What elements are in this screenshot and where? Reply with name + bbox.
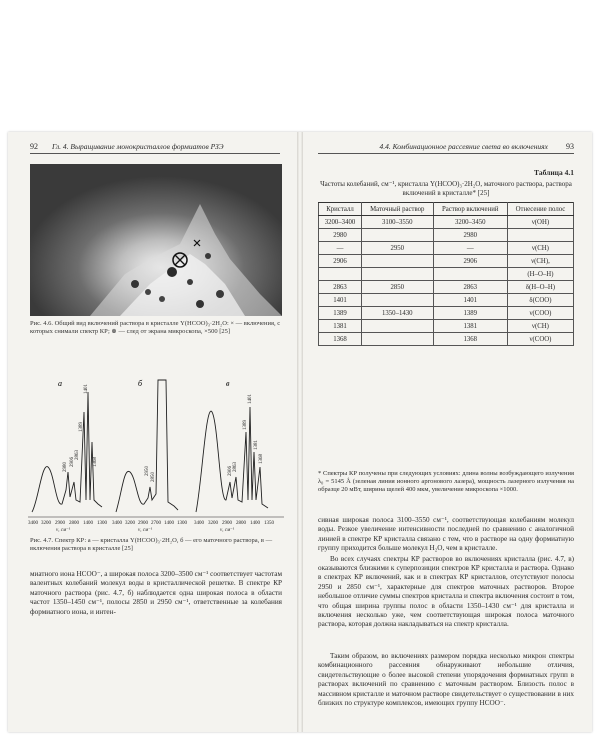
table-row [319, 307, 574, 320]
table-cell: 1368 [433, 333, 507, 346]
paragraph: миатного иона HCOO⁻, а широкая полоса 3200–3500 см⁻¹ соответствует частотам валентных колебаний молекул воды в кристаллической решетке. В спектре КР маточного раствора (рис. 4.7, б) наблюдается одна широкая полоса в области частот 1350–1450 см⁻¹, полосы 2850 и 2950 см⁻¹, ответственные за колебания формиатного иона, и интен- [30, 570, 282, 616]
right-body-text-2 [318, 652, 574, 709]
table-cell: ν(COO) [507, 307, 573, 320]
panel-label-b: б [138, 379, 143, 388]
column-header: Отнесение полос [507, 203, 573, 216]
table-cell [507, 229, 573, 242]
left-body-text [30, 570, 282, 618]
table-row [319, 281, 574, 294]
peak-label: 1401 [84, 384, 89, 394]
tick-label: 1400 [164, 521, 174, 526]
table-cell: 1381 [433, 320, 507, 333]
table-row [319, 229, 574, 242]
table-footnote: * Спектры КР получены при следующих условиях: длина волны возбуждающего излучения λ₀ = 5145 Å (зеленая линия ионного аргонового лазера), мощность лазерного излучения на образце 20 мВт, ширина щелей 400 мкм, увеличение микроскопа ×1000. [318, 470, 574, 493]
table-cell: 1389 [433, 307, 507, 320]
table-cell [361, 333, 433, 346]
table-cell: ν(CH) [507, 320, 573, 333]
tick-label: 1300 [97, 521, 107, 526]
table-row [319, 242, 574, 255]
peak-label: 1389 [243, 420, 248, 430]
tick-label: 2700 [151, 521, 161, 526]
column-header: Раствор включений [433, 203, 507, 216]
table-row [319, 294, 574, 307]
table-cell: 1381 [319, 320, 362, 333]
tick-label: 1400 [83, 521, 93, 526]
table-cell: 2906 [319, 255, 362, 268]
table-cell: — [319, 242, 362, 255]
left-running-head-text: Гл. 4. Выращивание монокристаллов формиатов РЗЭ [52, 142, 224, 151]
inclusions-micrograph [30, 164, 282, 316]
peak-label: 2980 [63, 462, 68, 472]
column-header: Маточный раствор [361, 203, 433, 216]
micrograph-drawing [30, 164, 282, 316]
right-page-number: 93 [566, 142, 574, 151]
table-cell: 2980 [319, 229, 362, 242]
table-row [319, 216, 574, 229]
right-body-text-1 [318, 516, 574, 631]
figure-4-7-spectra [28, 372, 284, 532]
peak-label: 1381 [254, 440, 259, 450]
table-cell: 2906 [433, 255, 507, 268]
table-header-row [319, 203, 574, 216]
axis-unit-c: ν, см⁻¹ [220, 528, 235, 532]
tick-label: 2800 [69, 521, 79, 526]
panel-label-a: а [58, 379, 62, 388]
tick-label: 3400 [194, 521, 204, 526]
table-cell: ν(CH) [507, 242, 573, 255]
table-cell: 1368 [319, 333, 362, 346]
table-cell: 2863 [433, 281, 507, 294]
table-cell: 2850 [361, 281, 433, 294]
peak-label: 2850 [151, 472, 156, 482]
table-caption: Частоты колебаний, см⁻¹, кристалла Y(HCOO)₃·2H₂O, маточного раствора, раствора включений в кристалле* [25] [320, 180, 572, 197]
peak-label: 2950 [145, 466, 150, 476]
table-cell [361, 320, 433, 333]
table-row [319, 320, 574, 333]
tick-label: 3200 [41, 521, 51, 526]
tick-label: 3400 [112, 521, 122, 526]
peak-label: 2906 [228, 466, 233, 476]
tick-label: 2800 [236, 521, 246, 526]
table-cell: ν(OH) [507, 216, 573, 229]
table-cell [361, 268, 433, 281]
peak-label: 1389 [79, 422, 84, 432]
paragraph: Таким образом, во включениях размером порядка несколько микрон спектры комбинационного рассеяния обнаруживают небольшие отличия, свидетельствующие о более высокой степени упорядочения формиатных групп в растворах включений по сравнению с маточным раствором. Близость полос в массивном кристалле и маточном растворе свидетельствует о существовании в них близких по структуре комплексов, имеющих группу HCOO⁻. [318, 652, 574, 708]
table-row [319, 333, 574, 346]
table-cell: 2980 [433, 229, 507, 242]
panel-b [116, 380, 178, 512]
table-cell: 3100–3550 [361, 216, 433, 229]
table-cell: 3200–3450 [433, 216, 507, 229]
right-running-head-text: 4.4. Комбинационное рассеяние света во включениях [379, 142, 548, 151]
table-cell: 2950 [361, 242, 433, 255]
panel-label-c: в [226, 379, 230, 388]
table-cell: 1401 [319, 294, 362, 307]
tick-label: 2900 [222, 521, 232, 526]
right-running-head [318, 142, 574, 154]
table-cell [361, 294, 433, 307]
tick-label: 2900 [55, 521, 65, 526]
panel-a [32, 392, 102, 512]
axis-unit-a: ν, см⁻¹ [56, 528, 71, 532]
table-row [319, 255, 574, 268]
book-spread [8, 132, 592, 732]
table-cell: ν(CH), [507, 255, 573, 268]
table-cell: 1350–1430 [361, 307, 433, 320]
table-cell [433, 268, 507, 281]
tick-label: 1400 [250, 521, 260, 526]
table-cell: δ(H–O–H) [507, 281, 573, 294]
table-row [319, 268, 574, 281]
peak-label: 2863 [233, 462, 238, 472]
paragraph: Во всех случаях спектры КР растворов во включениях кристалла (рис. 4.7, в) оказываются близкими к суперпозиции спектров КР кристалла и раствора. Однако в спектрах КР включений, как и в спектрах КР кристаллов, отсутствуют полосы 2950 и 2850 см⁻¹, характерные для спектров маточных растворов. Второе небольшое отличие суммы спектров кристалла и спектра включения состоит в том, что общая ширина группы полос в области 1350–1430 см⁻¹ для кристалла и включения несколько уже, чем соответствующая широкая полоса маточного раствора, которая должна накладываться на спектр кристалла. [318, 554, 574, 629]
table-cell [319, 268, 362, 281]
peak-label: 1368 [259, 454, 264, 464]
tick-label: 3400 [28, 521, 38, 526]
tick-label: 1350 [264, 521, 274, 526]
peak-label: 1368 [93, 457, 98, 467]
peak-label: 2863 [75, 450, 80, 460]
tick-label: 2900 [138, 521, 148, 526]
panel-c [196, 407, 268, 512]
table-cell: 2863 [319, 281, 362, 294]
figure-4-7-caption: Рис. 4.7. Спектр КР: а — кристалла Y(HCOO)₃·2H₂O, б — его маточного раствора, в — включения раствора в кристалле [25] [30, 537, 273, 552]
peak-label: 1401 [248, 394, 253, 404]
table-label: Таблица 4.1 [534, 168, 574, 177]
figure-4-6-caption: Рис. 4.6. Общий вид включений раствора в кристалле Y(HCOO)₃·2H₂O: × — включения, с которых снимали спектр КР; ⊗ — след от экрана микроскопа, ×500 [25] [30, 320, 281, 335]
table-cell: 1401 [433, 294, 507, 307]
right-page [302, 132, 592, 732]
tick-label: 1300 [177, 521, 187, 526]
axis-unit-b: ν, см⁻¹ [138, 528, 153, 532]
table-cell: 1389 [319, 307, 362, 320]
left-page [8, 132, 298, 732]
paragraph: сивная широкая полоса 3100–3550 см⁻¹, соответствующая колебаниям молекул воды. Резкое увеличение интенсивности последней по сравнению с аналогичной линией в спектре КР кристалла связано с тем, что в растворе на одну формиатную группу приходится больше молекул H₂O, чем в кристалле. [318, 516, 574, 553]
table-cell: ν(COO) [507, 333, 573, 346]
frequency-table [318, 202, 574, 346]
table-cell: 3200–3400 [319, 216, 362, 229]
tick-label: 3200 [125, 521, 135, 526]
table-cell: δ(COO) [507, 294, 573, 307]
table-cell [361, 229, 433, 242]
column-header: Кристалл [319, 203, 362, 216]
left-running-head [30, 142, 280, 154]
peak-label: 2906 [70, 457, 75, 467]
tick-label: 3200 [208, 521, 218, 526]
table-cell [361, 255, 433, 268]
left-page-number: 92 [30, 142, 38, 151]
table-cell: (H–O–H) [507, 268, 573, 281]
table-cell: — [433, 242, 507, 255]
